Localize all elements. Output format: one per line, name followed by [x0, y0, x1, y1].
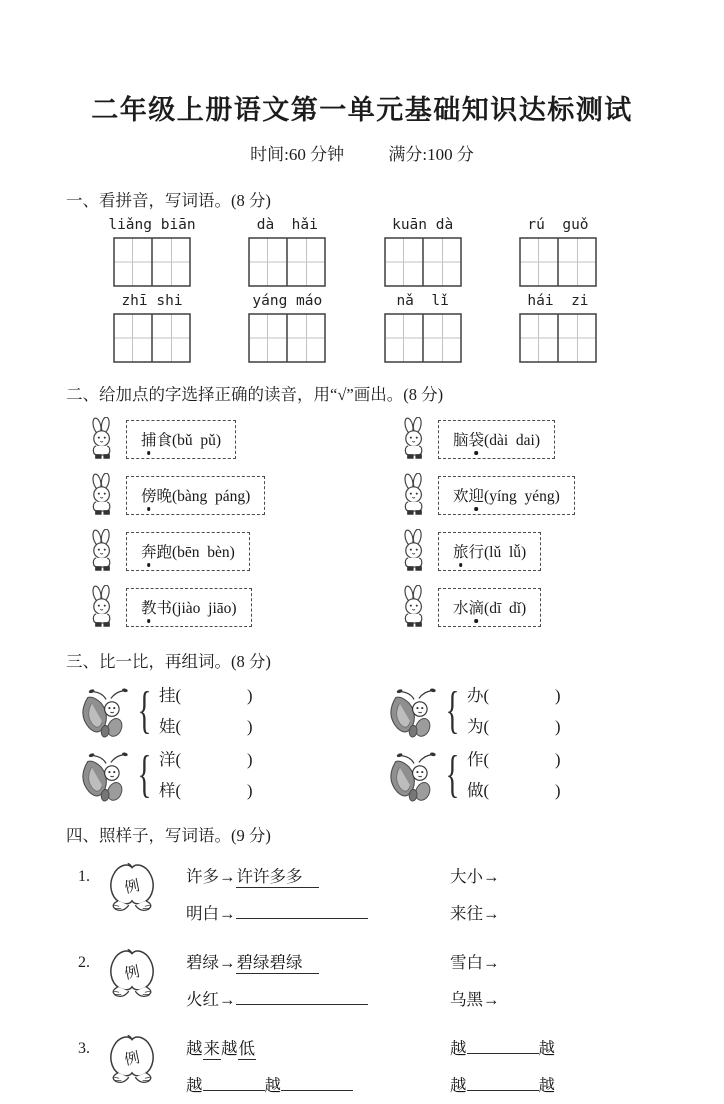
- word-suffix: (dī dǐ): [484, 600, 527, 617]
- yue-char: 越: [264, 1076, 281, 1095]
- dotted-character: 奔: [141, 540, 157, 562]
- pronunciation-items: [86, 417, 724, 630]
- test-meta: [0, 140, 724, 165]
- pronunciation-box: [126, 588, 252, 627]
- pronunciation-box: [126, 532, 250, 571]
- pair-line: 娃( ): [158, 717, 253, 736]
- item-right-column: [450, 858, 500, 932]
- pair-brace: {: [445, 682, 460, 739]
- pinyin-label: nǎ lǐ: [396, 293, 449, 309]
- word-line: [450, 1067, 555, 1104]
- section-pinyin-writing: [0, 187, 724, 363]
- item-right-column: [450, 944, 500, 1018]
- word-pair-group: [80, 744, 388, 806]
- answer-blank: [281, 1074, 353, 1092]
- item-right-column: [450, 1030, 555, 1104]
- pinyin-row-1: [100, 217, 610, 287]
- writing-grid: [519, 313, 597, 363]
- pinyin-label: dà hǎi: [256, 217, 318, 233]
- answer-blank: [236, 988, 368, 1006]
- pattern-item-3: [78, 1030, 724, 1104]
- writing-grid: [113, 313, 191, 363]
- pronunciation-box: [438, 476, 575, 515]
- pair-lines: [159, 680, 253, 742]
- word-pair-groups: [80, 680, 724, 806]
- word-pair-group: [388, 680, 688, 742]
- dotted-character: 教: [141, 596, 157, 618]
- answer-blank: [467, 1074, 539, 1092]
- rabbit-icon: [86, 473, 119, 518]
- pinyin-word: [506, 217, 610, 287]
- pronunciation-box: [126, 420, 236, 459]
- word-line: [186, 981, 424, 1018]
- section1-heading: 一、看拼音，写词语。(8 分): [66, 191, 271, 210]
- yue-char: 越: [450, 1076, 467, 1095]
- pattern-item-2: [78, 944, 724, 1018]
- word-lead: 火红→: [186, 990, 236, 1009]
- underlined-char: 低: [238, 1039, 255, 1058]
- word-pair-group: [388, 744, 688, 806]
- butterfly-icon: [388, 748, 444, 802]
- item-left-column: [186, 1030, 424, 1104]
- word-prefix: 水: [453, 600, 469, 617]
- pattern-item-1: [78, 858, 724, 932]
- example-answer: 碧绿碧绿: [236, 953, 319, 974]
- writing-grid: [519, 237, 597, 287]
- butterfly-icon: [388, 684, 444, 738]
- pair-line: 作( ): [466, 750, 561, 769]
- word-suffix: 行(lǔ lǚ): [468, 544, 527, 561]
- item-left-column: [186, 944, 424, 1018]
- example-label: 例: [123, 963, 142, 983]
- pair-brace: {: [137, 682, 152, 739]
- rabbit-icon: [398, 529, 431, 574]
- section-compare-words: [0, 648, 724, 806]
- dotted-character: 傍: [141, 484, 157, 506]
- yue-char: 越: [221, 1039, 238, 1058]
- writing-grid: [384, 313, 462, 363]
- example-label: 例: [123, 877, 142, 897]
- pinyin-row-2: [100, 293, 610, 363]
- pinyin-word: [506, 293, 610, 363]
- pronunciation-box: [438, 588, 541, 627]
- answer-blank: [236, 902, 368, 920]
- rabbit-icon: [86, 417, 119, 462]
- word-line: [186, 1030, 424, 1067]
- answer-blank: [467, 1037, 539, 1055]
- test-time: 时间:60 分钟: [250, 145, 345, 164]
- pronunciation-box: [438, 532, 541, 571]
- yue-char: 越: [186, 1039, 203, 1058]
- word-line: [186, 1067, 424, 1104]
- word-suffix: 跑(bēn bèn): [156, 544, 235, 561]
- example-answer: 许许多多: [236, 867, 319, 888]
- word-line: [186, 858, 424, 895]
- pair-line: 做( ): [466, 781, 561, 800]
- yue-char: 越: [450, 1039, 467, 1058]
- pronunciation-box: [126, 476, 265, 515]
- word-lead: 碧绿→: [186, 953, 236, 972]
- item-left-column: [186, 858, 424, 932]
- pinyin-label: liǎng biān: [108, 217, 196, 233]
- section-pronunciation-choice: [0, 381, 724, 630]
- pinyin-label: yáng máo: [252, 293, 323, 309]
- item-number: 2.: [78, 954, 90, 971]
- word-line: 雪白→: [450, 953, 500, 972]
- page-title: 二年级上册语文第一单元基础知识达标测试: [91, 95, 633, 125]
- butterfly-icon: [80, 684, 136, 738]
- pronunciation-item: [86, 585, 398, 630]
- test-full-score: 满分:100 分: [388, 145, 474, 164]
- pair-line: 为( ): [466, 717, 561, 736]
- pinyin-label: kuān dà: [392, 217, 454, 233]
- pronunciation-item: [86, 529, 398, 574]
- pronunciation-item: [398, 529, 698, 574]
- dotted-character: 袋: [469, 428, 485, 450]
- pinyin-label: zhī shi: [121, 293, 183, 309]
- dotted-character: 滴: [469, 596, 485, 618]
- pronunciation-item: [398, 473, 698, 518]
- pinyin-label: hái zi: [527, 293, 589, 309]
- pronunciation-item: [398, 417, 698, 462]
- item-number: 1.: [78, 868, 90, 885]
- pair-line: 样( ): [158, 781, 253, 800]
- pair-lines: [467, 744, 561, 806]
- pair-line: 挂( ): [158, 686, 253, 705]
- item-number: 3.: [78, 1040, 90, 1057]
- peach-example-icon: [102, 1032, 162, 1088]
- answer-blank: [203, 1074, 265, 1092]
- pronunciation-box: [438, 420, 555, 459]
- pinyin-word: [371, 217, 475, 287]
- yue-char: 越: [538, 1039, 555, 1058]
- rabbit-icon: [398, 417, 431, 462]
- word-prefix: 欢: [453, 488, 469, 505]
- section4-heading: 四、照样子，写词语。(9 分): [66, 826, 271, 845]
- pronunciation-item: [86, 473, 398, 518]
- pinyin-word: [235, 293, 339, 363]
- word-line: [186, 895, 424, 932]
- rabbit-icon: [86, 529, 119, 574]
- dotted-character: 捕: [141, 428, 157, 450]
- word-line: 大小→: [450, 867, 500, 886]
- pair-lines: [159, 744, 253, 806]
- example-label: 例: [123, 1049, 142, 1069]
- yue-char: 越: [538, 1076, 555, 1095]
- word-suffix: 书(jiào jiāo): [156, 600, 237, 617]
- word-line: 来往→: [450, 904, 500, 923]
- word-prefix: 脑: [453, 432, 469, 449]
- peach-example-icon: [102, 860, 162, 916]
- rabbit-icon: [86, 585, 119, 630]
- word-pair-group: [80, 680, 388, 742]
- word-suffix: (dài dai): [484, 432, 540, 449]
- dotted-character: 迎: [469, 484, 485, 506]
- word-line: [450, 1030, 555, 1067]
- dotted-character: 旅: [453, 540, 469, 562]
- rabbit-icon: [398, 473, 431, 518]
- butterfly-icon: [80, 748, 136, 802]
- peach-example-icon: [102, 946, 162, 1002]
- pinyin-label: rú guǒ: [527, 217, 589, 233]
- pair-line: 洋( ): [158, 750, 253, 769]
- pronunciation-item: [86, 417, 398, 462]
- pinyin-word: [235, 217, 339, 287]
- pair-brace: {: [137, 746, 152, 803]
- yue-char: 越: [186, 1076, 203, 1095]
- word-lead: 许多→: [186, 867, 236, 886]
- writing-grid: [384, 237, 462, 287]
- writing-grid: [248, 237, 326, 287]
- word-line: [186, 944, 424, 981]
- pinyin-word: [100, 217, 204, 287]
- word-line: 乌黑→: [450, 990, 500, 1009]
- word-suffix: 食(bǔ pǔ): [156, 432, 222, 449]
- writing-grid: [248, 313, 326, 363]
- pinyin-grid-rows: [100, 217, 610, 363]
- word-suffix: (yíng yéng): [484, 488, 560, 505]
- word-lead: 明白→: [186, 904, 236, 923]
- section-pattern-words: [0, 822, 724, 1104]
- rabbit-icon: [398, 585, 431, 630]
- section3-heading: 三、比一比，再组词。(8 分): [66, 652, 271, 671]
- pinyin-word: [100, 293, 204, 363]
- writing-grid: [113, 237, 191, 287]
- pair-lines: [467, 680, 561, 742]
- section2-heading: 二、给加点的字选择正确的读音，用“√”画出。(8 分): [66, 385, 444, 404]
- underlined-char: 来: [203, 1039, 220, 1058]
- pair-brace: {: [445, 746, 460, 803]
- pinyin-word: [371, 293, 475, 363]
- word-suffix: 晚(bàng páng): [156, 488, 251, 505]
- pair-line: 办( ): [466, 686, 561, 705]
- pronunciation-item: [398, 585, 698, 630]
